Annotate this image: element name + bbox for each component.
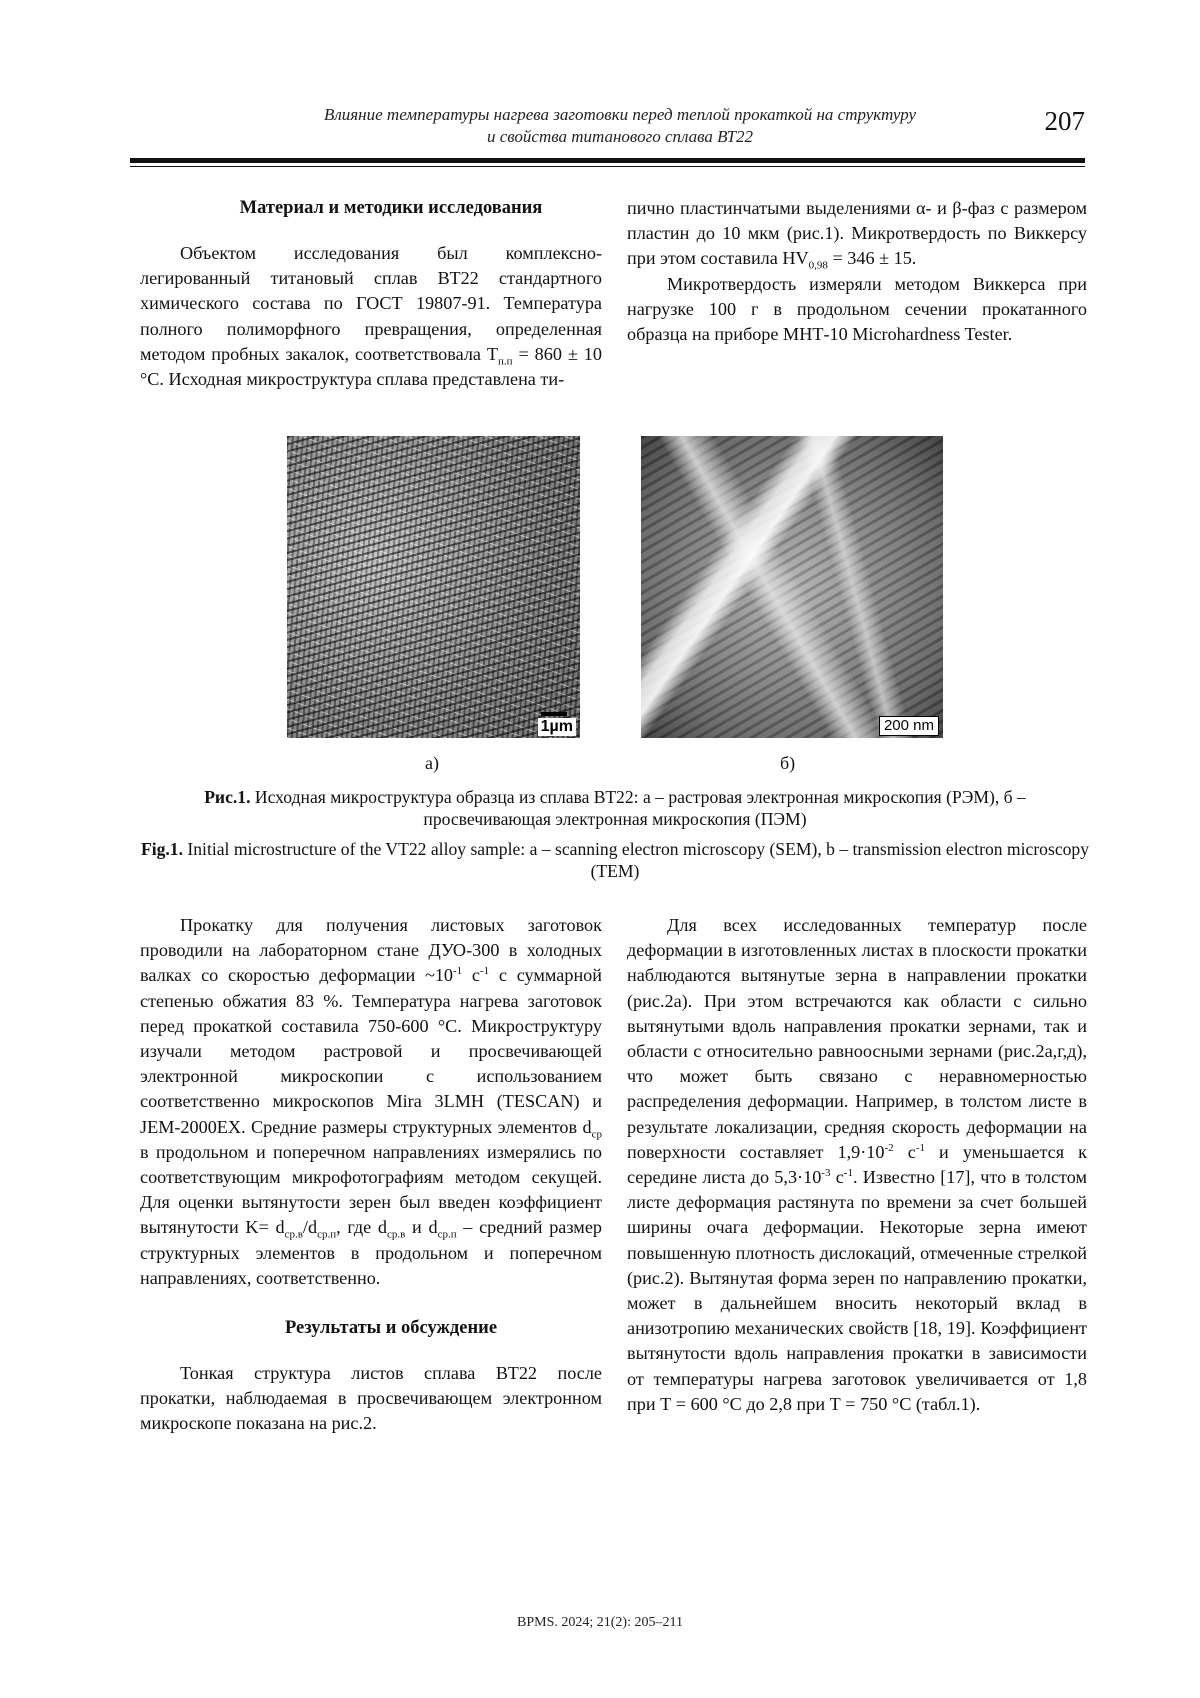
running-title (240, 104, 1000, 148)
running-title-line1: Влияние температуры нагрева заготовки перед теплой прокаткой на структуру (323, 105, 917, 124)
paragraph-microhardness: Микротвердость измеряли методом Виккерса при нагрузке 100 г в продольном сечении прокатанного образца на приборе МНТ-10 Microhardness Tester. (627, 273, 1087, 345)
right-column-bottom (627, 913, 1087, 1417)
paragraph-rolling: Прокатку для получения листовых заготовок проводили на лабораторном стане ДУО-300 в холодных валках со скоростью деформации $\sim 10^{-1}$ $с^{-1}$ с суммарной степенью обжатия 83 %. Температура нагрева заготовок перед прокаткой составила 750-600 °С. Микроструктуру изучали методом растровой и просвечивающей электронной микроскопии с использованием соответственно микроскопов Mira 3LMH (TESCAN) и JEM-2000EX. Средние размеры структурных элементов $d_{ср}$ в продольном и поперечном направлениях измерялись по соответствующим микрофотографиям методом секущей. Для оценки вытянутости зерен был введен коэффициент вытянутости $K= d_{ср.в}/d_{ср.п}$, где $d_{ср.в}$ и $d_{ср.п}$ – средний размер структурных элементов в продольном и поперечном направлениях, соответственно. (140, 915, 603, 1288)
page-number: 207 (1044, 106, 1085, 136)
paragraph-grains: Для всех исследованных температур после деформации в изготовленных листах в плоскости прокатки наблюдаются вытянутые зерна в направлении прокатки (рис.2а). При этом встречаются как области с сильно вытянутыми вдоль направления прокатки зернами, так и области с относительно равноосными зернами (рис.2а,г,д), что может быть связано с неравномерностью распределения деформации. Например, в толстом листе в результате локализации, средняя скорость деформации на поверхности составляет $1,9\cdot 10^{-2}$ $с^{-1}$ и уменьшается к середине листа до $5,3\cdot 10^{-3}$ $с^{-1}$. Известно [17], что в толстом листе деформация растянута по времени за счет большей ширины очага деформации. Некоторые зерна имеют повышенную плотность дислокаций, отмеченные стрелкой (рис.2). Вытянутая форма зерен по направлению прокатки, может в дальнейшем вносить некоторый вклад в анизотропию механических свойств [18, 19]. Коэффициент вытянутости вдоль направления прокатки в зависимости от температуры нагрева заготовок увеличивается от 1,8 при Т = 600 °С до 2,8 при Т = 750 °С (табл.1). (627, 915, 1088, 1414)
section-title-methods: Материал и методики исследования (239, 198, 543, 218)
paragraph-fine-structure: Тонкая структура листов сплава ВТ22 после прокатки, наблюдаемая в просвечивающем электронном микроскопе показана на рис.2. (140, 1363, 602, 1434)
paragraph-microstructure: пично пластинчатыми выделениями α- и β-фаз с размером пластин до 10 мкм (рис.1). Микротвердость по Виккерсу при этом составила $HV_{0,98} = 346 \pm 15$. (627, 198, 1087, 273)
section-title-results: Результаты и обсуждение (284, 1318, 498, 1339)
right-column-top (627, 196, 1087, 347)
sem-micrograph (287, 436, 580, 738)
page-footer: BPMS. 2024; 21(2): 205–211 (517, 1615, 683, 1630)
figure-label-a: а) (425, 753, 439, 773)
paragraph-material: Объектом исследования был комплекснолегированный титановый сплав ВТ22 стандартного химического состава по ГОСТ 19807-91. Температура полного полиморфного превращения, определенная методом пробных закалок, соответствовала $Т_{п.п} = 860 \pm 10$ °С. Исходная микроструктура сплава представлена ти- (140, 243, 602, 390)
page-header (130, 104, 1085, 163)
tem-micrograph (641, 436, 943, 738)
left-column-bottom (140, 913, 602, 1437)
left-column-top (140, 196, 602, 392)
figure-label-b: б) (780, 753, 796, 773)
scale-bar-a: 1µm (538, 718, 576, 736)
figure-caption-ru: Рис.1. Исходная микроструктура образца из сплава ВТ22: а – растровая электронная микроскопия (РЭМ), б – просвечивающая электронная микроскопия (ПЭМ) (204, 787, 1026, 829)
figure-caption-en: Fig.1. Initial microstructure of the VT22 alloy sample: a – scanning electron microscopy (SEM), b – transmission electron microscopy (TEM) (140, 839, 1090, 881)
running-title-line2: и свойства титанового сплава ВТ22 (486, 127, 754, 146)
scale-bar-b: 200 nm (879, 716, 939, 736)
